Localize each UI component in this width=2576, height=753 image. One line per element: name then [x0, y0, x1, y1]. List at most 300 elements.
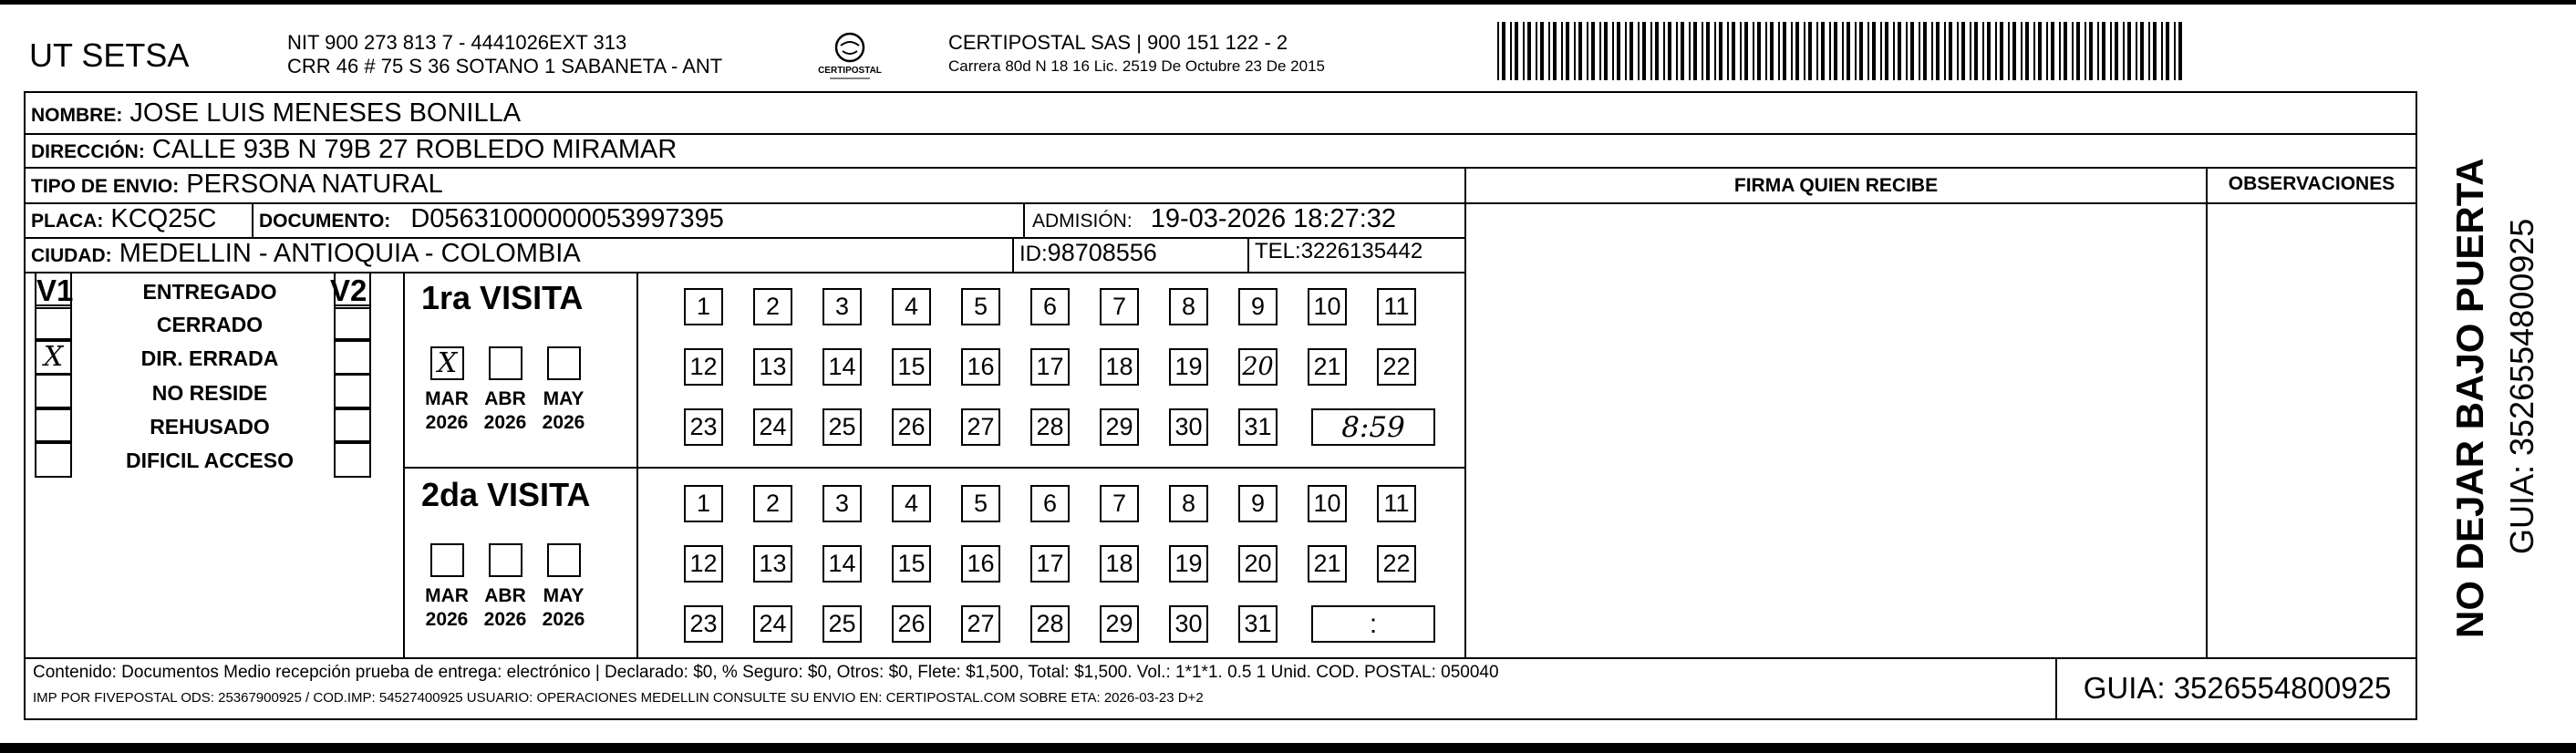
- id-field: [1019, 239, 1157, 267]
- v1-checkbox[interactable]: [35, 338, 72, 376]
- v2-checkbox[interactable]: [334, 373, 371, 410]
- day-box[interactable]: [1030, 288, 1070, 325]
- barcode-bar: [1995, 22, 1997, 80]
- day-number: 13: [759, 353, 787, 380]
- month-label: [419, 387, 474, 435]
- barcode-bar: [2153, 22, 2157, 80]
- day-box[interactable]: [1169, 288, 1208, 325]
- barcode-bar: [1816, 22, 1818, 80]
- barcode-bar: [1778, 22, 1780, 80]
- barcode-bar: [2123, 22, 2125, 80]
- barcode-bar: [1625, 22, 1627, 80]
- no-dejar-notice: NO DEJAR BAJO PUERTA: [2448, 158, 2491, 638]
- day-number: 25: [828, 413, 856, 440]
- day-box[interactable]: [1308, 348, 1347, 386]
- day-box[interactable]: [1238, 348, 1278, 386]
- barcode-bar: [2161, 22, 2163, 80]
- sender-address: CRR 46 # 75 S 36 SOTANO 1 SABANETA - ANT: [287, 55, 723, 77]
- day-number: 18: [1105, 550, 1133, 577]
- month-name: ABR: [484, 585, 526, 606]
- barcode-bar: [1880, 22, 1882, 80]
- day-number: 17: [1036, 550, 1064, 577]
- barcode-bar: [2025, 22, 2029, 80]
- barcode-bar: [1804, 22, 1805, 80]
- day-number: 30: [1174, 610, 1203, 637]
- month-label: [478, 387, 533, 435]
- side-guia: GUIA: 3526554800925: [2503, 218, 2540, 554]
- tipo-envio-field: [31, 170, 443, 200]
- day-box[interactable]: [892, 288, 931, 325]
- month-year: 2026: [425, 412, 469, 433]
- month-checkbox[interactable]: [489, 346, 522, 380]
- courier-logo: [810, 31, 890, 84]
- month-year: 2026: [483, 609, 527, 630]
- v1-header: V1: [36, 273, 74, 307]
- barcode-bar: [2174, 22, 2176, 80]
- day-box[interactable]: [892, 408, 931, 446]
- day-box[interactable]: [753, 485, 792, 522]
- barcode-bar: [2148, 22, 2150, 80]
- day-number: 10: [1313, 490, 1341, 517]
- day-box[interactable]: [684, 288, 723, 325]
- day-number: 20: [1242, 353, 1274, 381]
- status-label: REHUSADO: [150, 415, 270, 438]
- v2-checkbox[interactable]: [334, 272, 371, 309]
- barcode-bar: [1906, 22, 1908, 80]
- day-box[interactable]: [1100, 288, 1139, 325]
- barcode-bar: [2012, 22, 2016, 80]
- day-number: 20: [1244, 550, 1272, 577]
- day-number: 19: [1174, 353, 1203, 380]
- v1-checkbox[interactable]: [35, 272, 72, 309]
- day-box[interactable]: [684, 485, 723, 522]
- barcode-bar: [1578, 22, 1582, 80]
- barcode-bar: [1642, 22, 1646, 80]
- tel-field: [1255, 239, 1422, 264]
- day-number: 8: [1181, 490, 1196, 517]
- day-box[interactable]: [822, 288, 862, 325]
- barcode-bar: [1693, 22, 1697, 80]
- barcode-bar: [1706, 22, 1710, 80]
- barcode-bar: [1944, 22, 1946, 80]
- month-label: [478, 584, 533, 632]
- visit-time-field[interactable]: 8:59: [1311, 408, 1435, 446]
- day-number: 21: [1313, 353, 1341, 380]
- barcode: [1495, 22, 2188, 80]
- day-number: 29: [1105, 413, 1133, 440]
- barcode-bar: [1553, 22, 1557, 80]
- day-box[interactable]: [1030, 485, 1070, 522]
- day-number: 23: [689, 413, 718, 440]
- documento-value: D05631000000053997395: [410, 204, 724, 233]
- barcode-bar: [2097, 22, 2099, 80]
- barcode-bar: [1574, 22, 1576, 80]
- day-box[interactable]: [1238, 485, 1278, 522]
- v2-checkbox[interactable]: [334, 304, 371, 342]
- month-checkbox[interactable]: [430, 543, 464, 577]
- tel-value: 3226135442: [1300, 239, 1423, 263]
- barcode-bar: [1638, 22, 1640, 80]
- day-number: 26: [897, 610, 926, 637]
- barcode-bar: [1893, 22, 1895, 80]
- barcode-bar: [1732, 22, 1735, 80]
- month-name: MAY: [543, 585, 585, 606]
- day-number: 25: [828, 610, 856, 637]
- day-box[interactable]: [684, 605, 723, 643]
- barcode-bar: [1982, 22, 1984, 80]
- barcode-bar: [1867, 22, 1869, 80]
- day-box[interactable]: [961, 348, 1000, 386]
- v2-checkbox[interactable]: [334, 407, 371, 444]
- admision-value: 19-03-2026 18:27:32: [1150, 204, 1397, 233]
- firma-header: FIRMA QUIEN RECIBE: [1733, 175, 1939, 196]
- barcode-bar: [1808, 22, 1812, 80]
- day-box[interactable]: [1100, 545, 1139, 583]
- visit-time-field[interactable]: :: [1311, 605, 1435, 643]
- barcode-bar: [2102, 22, 2105, 80]
- day-box[interactable]: [961, 408, 1000, 446]
- day-box[interactable]: [1030, 545, 1070, 583]
- day-box[interactable]: [1238, 605, 1278, 643]
- barcode-bar: [2072, 22, 2074, 80]
- ciudad-value: MEDELLIN - ANTIOQUIA - COLOMBIA: [119, 239, 581, 268]
- day-number: 4: [904, 490, 919, 517]
- month-name: MAY: [543, 388, 585, 409]
- barcode-bar: [1702, 22, 1703, 80]
- barcode-bar: [2046, 22, 2048, 80]
- day-box[interactable]: [892, 485, 931, 522]
- day-number: 2: [765, 293, 781, 320]
- placa-label: PLACA:: [31, 211, 104, 232]
- day-box[interactable]: [822, 485, 862, 522]
- barcode-bar: [1765, 22, 1767, 80]
- day-number: 11: [1383, 490, 1410, 517]
- tipo-envio-value: PERSONA NATURAL: [186, 170, 443, 199]
- admision-label: ADMISIÓN:: [1032, 211, 1133, 232]
- placa-value: KCQ25C: [110, 204, 217, 233]
- day-box[interactable]: [892, 348, 931, 386]
- day-box[interactable]: [1100, 485, 1139, 522]
- nombre-value: JOSE LUIS MENESES BONILLA: [129, 98, 522, 128]
- ciudad-label: CIUDAD:: [31, 245, 112, 266]
- day-number: 7: [1112, 293, 1127, 320]
- barcode-bar: [1617, 22, 1620, 80]
- day-box[interactable]: [822, 545, 862, 583]
- courier-info: [948, 31, 1325, 78]
- day-number: 13: [759, 550, 787, 577]
- barcode-bar: [1527, 22, 1531, 80]
- month-checkbox[interactable]: [430, 346, 464, 380]
- barcode-bar: [1663, 22, 1665, 80]
- guia-box: GUIA: 3526554800925: [2055, 659, 2417, 717]
- logo-text: CERTIPOSTAL: [818, 66, 882, 76]
- barcode-bar: [2166, 22, 2169, 80]
- day-box[interactable]: [822, 348, 862, 386]
- barcode-bar: [1655, 22, 1659, 80]
- barcode-bar: [1949, 22, 1952, 80]
- status-label: DIFICIL ACCESO: [125, 449, 294, 472]
- day-box[interactable]: [961, 545, 1000, 583]
- day-box[interactable]: [753, 408, 792, 446]
- day-box[interactable]: [753, 348, 792, 386]
- day-number: 18: [1105, 353, 1133, 380]
- day-number: 9: [1250, 490, 1266, 517]
- barcode-bar: [1987, 22, 1991, 80]
- barcode-bar: [1510, 22, 1512, 80]
- documento-label: DOCUMENTO:: [259, 211, 391, 232]
- barcode-bar: [1650, 22, 1652, 80]
- barcode-bar: [1629, 22, 1633, 80]
- day-box[interactable]: [1169, 348, 1208, 386]
- month-check-mark: X: [437, 346, 458, 379]
- certipostal-logo-icon: [810, 31, 890, 84]
- barcode-bar: [1744, 22, 1748, 80]
- barcode-bar: [1753, 22, 1754, 80]
- barcode-bar: [1599, 22, 1601, 80]
- day-box[interactable]: [684, 545, 723, 583]
- day-box[interactable]: [961, 605, 1000, 643]
- barcode-bar: [1923, 22, 1927, 80]
- day-number: 7: [1112, 490, 1127, 517]
- v1-checkbox[interactable]: [35, 407, 72, 444]
- barcode-bar: [1591, 22, 1595, 80]
- side-panel: [2416, 109, 2571, 656]
- month-name: ABR: [484, 388, 526, 409]
- barcode-bar: [1566, 22, 1569, 80]
- day-box[interactable]: [892, 605, 931, 643]
- sender-nit: NIT 900 273 813 7 - 4441026EXT 313: [287, 31, 627, 54]
- day-number: 6: [1042, 490, 1058, 517]
- day-number: 24: [759, 413, 787, 440]
- day-box[interactable]: [822, 408, 862, 446]
- v2-header: V2: [330, 273, 367, 307]
- barcode-bar: [1770, 22, 1774, 80]
- barcode-bar: [1714, 22, 1716, 80]
- day-number: 31: [1244, 610, 1272, 637]
- month-year: 2026: [483, 412, 527, 433]
- day-number: 1: [696, 490, 711, 517]
- barcode-bar: [1757, 22, 1761, 80]
- day-number: 1: [696, 293, 711, 320]
- day-number: 3: [834, 293, 850, 320]
- barcode-bar: [1795, 22, 1799, 80]
- day-box[interactable]: [1030, 605, 1070, 643]
- v1-checkbox[interactable]: [35, 373, 72, 410]
- day-box[interactable]: [892, 545, 931, 583]
- barcode-bar: [1502, 22, 1505, 80]
- day-number: 6: [1042, 293, 1058, 320]
- barcode-bar: [1561, 22, 1563, 80]
- impresion-line: IMP POR FIVEPOSTAL ODS: 25367900925 / COD.IMP: 54527400925 USUARIO: OPERACIONES MEDELLIN CONSULTE SU ENVIO EN: CERTIPOSTAL.COM SOBRE ETA: 2026-03-23 D+2: [33, 690, 1204, 706]
- barcode-bar: [1681, 22, 1684, 80]
- barcode-bar: [1847, 22, 1850, 80]
- top-rule: [0, 0, 2576, 5]
- day-number: 27: [967, 413, 995, 440]
- day-box[interactable]: [1377, 485, 1416, 522]
- day-number: 22: [1382, 353, 1411, 380]
- barcode-bar: [2178, 22, 2182, 80]
- day-number: 29: [1105, 610, 1133, 637]
- day-number: 14: [828, 550, 856, 577]
- day-box[interactable]: [684, 408, 723, 446]
- barcode-bar: [1689, 22, 1691, 80]
- day-box[interactable]: [1377, 545, 1416, 583]
- bottom-rule: [0, 743, 2576, 753]
- barcode-image: [1495, 22, 2188, 80]
- nombre-label: NOMBRE:: [31, 105, 123, 126]
- day-number: 23: [689, 610, 718, 637]
- day-number: 24: [759, 610, 787, 637]
- day-number: 16: [967, 353, 995, 380]
- status-label: NO RESIDE: [151, 381, 268, 405]
- barcode-bar: [1791, 22, 1793, 80]
- day-box[interactable]: [961, 485, 1000, 522]
- day-box[interactable]: [822, 605, 862, 643]
- barcode-bar: [1719, 22, 1723, 80]
- day-box[interactable]: [1377, 288, 1416, 325]
- direccion-label: DIRECCIÓN:: [31, 141, 145, 162]
- id-label: ID:: [1019, 242, 1048, 266]
- day-box[interactable]: [1308, 545, 1347, 583]
- barcode-bar: [2033, 22, 2035, 80]
- day-box[interactable]: [961, 288, 1000, 325]
- day-box[interactable]: [684, 348, 723, 386]
- courier-name: CERTIPOSTAL SAS | 900 151 122 - 2: [948, 31, 1288, 54]
- day-box[interactable]: [1030, 408, 1070, 446]
- barcode-bar: [2136, 22, 2137, 80]
- barcode-bar: [1740, 22, 1742, 80]
- day-box[interactable]: [1100, 408, 1139, 446]
- day-number: 15: [897, 353, 926, 380]
- direccion-field: [31, 135, 677, 165]
- day-box[interactable]: [1238, 545, 1278, 583]
- v2-checkbox[interactable]: [334, 440, 371, 478]
- day-number: 30: [1174, 413, 1203, 440]
- day-number: 14: [828, 353, 856, 380]
- barcode-bar: [1931, 22, 1933, 80]
- barcode-bar: [2089, 22, 2093, 80]
- day-number: 28: [1036, 413, 1064, 440]
- month-year: 2026: [425, 609, 469, 630]
- barcode-bar: [1548, 22, 1550, 80]
- barcode-bar: [2008, 22, 2010, 80]
- barcode-bar: [2051, 22, 2054, 80]
- day-box[interactable]: [1308, 485, 1347, 522]
- barcode-bar: [1727, 22, 1729, 80]
- barcode-bar: [1872, 22, 1876, 80]
- month-label: [419, 584, 474, 632]
- v2-checkbox[interactable]: [334, 338, 371, 376]
- day-box[interactable]: [1238, 288, 1278, 325]
- day-number: 17: [1036, 353, 1064, 380]
- barcode-bar: [2115, 22, 2118, 80]
- day-box[interactable]: [1100, 348, 1139, 386]
- day-number: 2: [765, 490, 781, 517]
- admision-field: [1032, 204, 1396, 234]
- barcode-bar: [1587, 22, 1588, 80]
- day-box[interactable]: [1030, 348, 1070, 386]
- day-number: 16: [967, 550, 995, 577]
- day-number: 4: [904, 293, 919, 320]
- v1-checkbox[interactable]: [35, 304, 72, 342]
- barcode-bar: [2021, 22, 2023, 80]
- barcode-bar: [1970, 22, 1971, 80]
- month-year: 2026: [542, 412, 585, 433]
- v1-checkbox[interactable]: [35, 440, 72, 478]
- barcode-bar: [1676, 22, 1678, 80]
- visit-title: 2da VISITA: [421, 476, 591, 513]
- day-number: 9: [1250, 293, 1266, 320]
- barcode-bar: [1821, 22, 1825, 80]
- barcode-bar: [2085, 22, 2086, 80]
- status-label: CERRADO: [156, 313, 264, 336]
- documento-field: [259, 204, 724, 234]
- barcode-bar: [1859, 22, 1863, 80]
- barcode-bar: [1898, 22, 1901, 80]
- month-name: MAR: [425, 388, 469, 409]
- contenido-line: Contenido: Documentos Medio recepción prueba de entrega: electrónico | Declarado: $0, % Seguro: $0, Otros: $0, Flete: $1,500, Total: $1,500. Vol.: 1*1*1. 0.5 1 Unid. COD. POSTAL: 050040: [33, 663, 1499, 682]
- barcode-bar: [1855, 22, 1857, 80]
- barcode-bar: [1834, 22, 1837, 80]
- month-label: [536, 584, 591, 632]
- day-number: 10: [1313, 293, 1341, 320]
- id-value: 98708556: [1047, 239, 1157, 266]
- day-box[interactable]: [753, 545, 792, 583]
- nombre-field: [31, 98, 521, 129]
- day-number: 22: [1382, 550, 1411, 577]
- day-box[interactable]: [1238, 408, 1278, 446]
- month-name: MAR: [425, 585, 469, 606]
- month-checkbox[interactable]: [547, 346, 581, 380]
- barcode-bar: [1783, 22, 1786, 80]
- day-number: 27: [967, 610, 995, 637]
- day-box[interactable]: [1169, 545, 1208, 583]
- day-box[interactable]: [1308, 288, 1347, 325]
- barcode-bar: [1885, 22, 1888, 80]
- month-checkbox[interactable]: [547, 543, 581, 577]
- month-checkbox[interactable]: [489, 543, 522, 577]
- barcode-bar: [1497, 22, 1499, 80]
- day-box[interactable]: [1169, 605, 1208, 643]
- barcode-bar: [2064, 22, 2067, 80]
- day-number: 15: [897, 550, 926, 577]
- barcode-bar: [1842, 22, 1844, 80]
- month-label: [536, 387, 591, 435]
- barcode-bar: [1668, 22, 1671, 80]
- day-number: 11: [1383, 293, 1410, 320]
- observaciones-header: OBSERVACIONES: [2228, 173, 2395, 194]
- day-box[interactable]: [753, 288, 792, 325]
- barcode-bar: [1974, 22, 1978, 80]
- tel-label: TEL:: [1255, 239, 1301, 263]
- barcode-bar: [2059, 22, 2061, 80]
- day-box[interactable]: [1100, 605, 1139, 643]
- day-number: 21: [1313, 550, 1341, 577]
- sender-name: UT SETSA: [29, 36, 190, 74]
- day-box[interactable]: [1169, 485, 1208, 522]
- delivery-form: [24, 91, 2417, 720]
- day-box[interactable]: [1377, 348, 1416, 386]
- day-number: 19: [1174, 550, 1203, 577]
- barcode-bar: [1536, 22, 1537, 80]
- barcode-bar: [1957, 22, 1959, 80]
- status-label: DIR. ERRADA: [140, 346, 279, 370]
- courier-license: Carrera 80d N 18 16 Lic. 2519 De Octubre 23 De 2015: [948, 57, 1325, 75]
- day-box[interactable]: [1169, 408, 1208, 446]
- day-box[interactable]: [753, 605, 792, 643]
- barcode-bar: [1540, 22, 1544, 80]
- sender-info: [287, 31, 722, 78]
